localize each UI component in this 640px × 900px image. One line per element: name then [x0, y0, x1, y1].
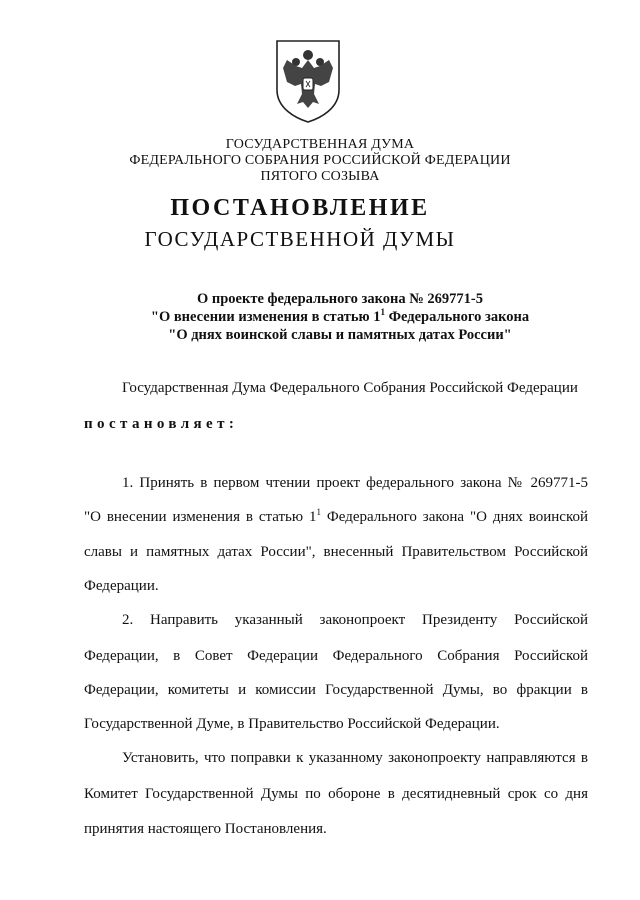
subject-line-3: "О днях воинской славы и памятных датах России": [168, 327, 512, 343]
document-subtitle: ГОСУДАРСТВЕННОЙ ДУМЫ: [144, 227, 456, 251]
resolves-word: постановляет:: [84, 416, 239, 432]
item2-line-3: Федерации, комитеты и комиссии Государственной Думы, во фракции в: [84, 682, 588, 698]
state-emblem-icon: [273, 38, 343, 124]
org-name-line-2: ФЕДЕРАЛЬНОГО СОБРАНИЯ РОССИЙСКОЙ ФЕДЕРАЦИИ: [129, 153, 511, 168]
item2-line-4: Государственной Думе, в Правительство Российской Федерации.: [84, 716, 500, 732]
convocation-line: ПЯТОГО СОЗЫВА: [260, 169, 380, 184]
subject-superscript: 1: [380, 307, 385, 317]
item1-line-1: 1. Принять в первом чтении проект федерального закона № 269771-5: [122, 475, 588, 491]
item1-line-4: Федерации.: [84, 578, 159, 594]
item1-line-3: славы и памятных датах России", внесенный Правительством Российской: [84, 544, 588, 560]
item3-line-1: Установить, что поправки к указанному законопроекту направляются в: [122, 750, 588, 766]
item2-line-1: 2. Направить указанный законопроект Президенту Российской: [122, 612, 588, 628]
preamble-line: Государственная Дума Федерального Собрания Российской Федерации: [122, 380, 578, 396]
item3-line-3: принятия настоящего Постановления.: [84, 821, 327, 837]
item2-line-2: Федерации, в Совет Федерации Федерального Собрания Российской: [84, 648, 588, 664]
item1-superscript: 1: [316, 507, 321, 517]
org-name-line-1: ГОСУДАРСТВЕННАЯ ДУМА: [225, 137, 415, 152]
subject-line-1: О проекте федерального закона № 269771-5: [196, 291, 484, 307]
document-title: ПОСТАНОВЛЕНИЕ: [170, 195, 430, 221]
subject-line-2: "О внесении изменения в статью $1^1$ Федерального закона: [150, 307, 530, 325]
item3-line-2: Комитет Государственной Думы по обороне в десятидневный срок со дня: [84, 786, 588, 802]
item1-line-2: "О внесении изменения в статью $1^1$ Федерального закона "О днях воинской: [84, 507, 589, 525]
